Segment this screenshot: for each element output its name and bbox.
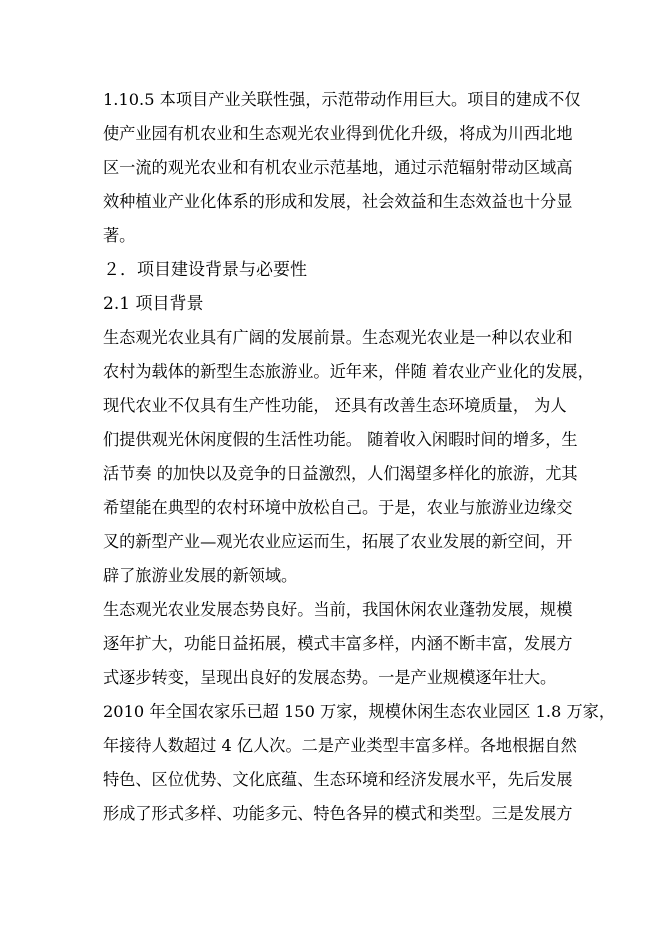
text-line: 区一流的观光农业和有机农业示范基地，通过示范辐射带动区域高	[103, 158, 573, 177]
text-line: 叉的新型产业—观光农业应运而生，拓展了农业发展的新空间，开	[103, 532, 573, 551]
text-line: 2010 年全国农家乐已超 150 万家，规模休闲生态农业园区 1.8 万家，	[103, 702, 616, 721]
text-line: 辟了旅游业发展的新领域。	[103, 566, 298, 585]
text-line: 农村为载体的新型生态旅游业。近年来，伴随 着农业产业化的发展，	[103, 362, 594, 381]
text-line: 生态观光农业具有广阔的发展前景。生态观光农业是一种以农业和	[103, 328, 573, 347]
text-line: 著。	[103, 226, 136, 245]
subsection-heading: 2.1 项目背景	[103, 294, 204, 314]
text-line: 形成了形式多样、功能多元、特色各异的模式和类型。三是发展方	[103, 804, 573, 823]
text-line: 生态观光农业发展态势良好。当前，我国休闲农业蓬勃发展，规模	[103, 600, 573, 619]
text-line: 们提供观光休闲度假的生活性功能。 随着收入闲暇时间的增多，生	[103, 430, 578, 449]
text-line: 希望能在典型的农村环境中放松自己。于是，农业与旅游业边缘交	[103, 498, 573, 517]
text-line: 式逐步转变，呈现出良好的发展态势。一是产业规模逐年壮大。	[103, 668, 557, 687]
text-line: 逐年扩大，功能日益拓展，模式丰富多样，内涵不断丰富，发展方	[103, 634, 573, 653]
text-line: 1.10.5 本项目产业关联性强，示范带动作用巨大。项目的建成不仅	[103, 90, 581, 109]
text-line: 现代农业不仅具有生产性功能， 还具有改善生态环境质量， 为人	[103, 396, 567, 415]
section-heading: ２．项目建设背景与必要性	[103, 260, 307, 280]
text-line: 特色、区位优势、文化底蕴、生态环境和经济发展水平，先后发展	[103, 770, 573, 789]
text-line: 活节奏 的加快以及竞争的日益激烈，人们渴望多样化的旅游，尤其	[103, 464, 578, 483]
text-line: 效种植业产业化体系的形成和发展，社会效益和生态效益也十分显	[103, 192, 573, 211]
text-line: 使产业园有机农业和生态观光农业得到优化升级，将成为川西北地	[103, 124, 573, 143]
text-line: 年接待人数超过 4 亿人次。二是产业类型丰富多样。各地根据自然	[103, 736, 577, 755]
